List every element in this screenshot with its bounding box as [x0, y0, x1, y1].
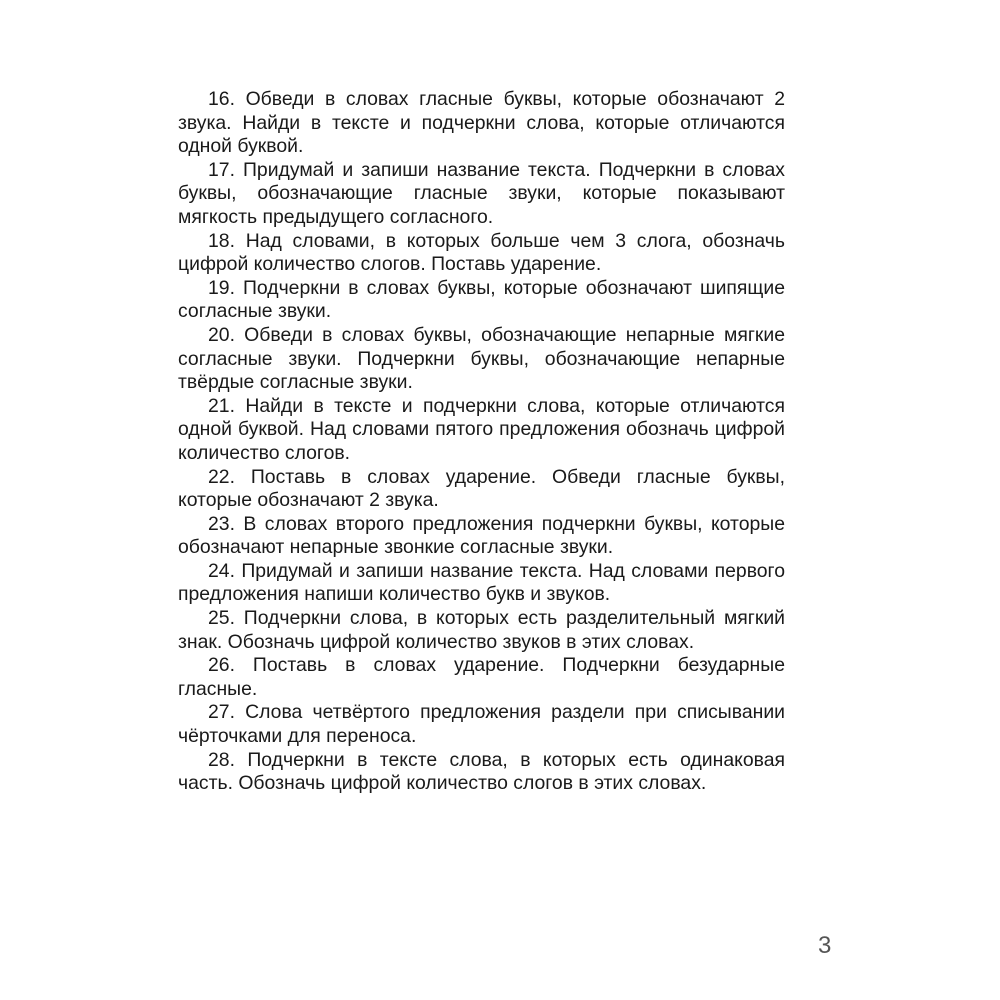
exercise-24: 24. Придумай и запиши название текста. Над словами первого предложения напиши количество букв и звуков. [178, 559, 785, 606]
exercise-23: 23. В словах второго предложения подчеркни буквы, которые обозначают непарные звонкие согласные звуки. [178, 512, 785, 559]
exercise-19: 19. Подчеркни в словах буквы, которые обозначают шипящие согласные звуки. [178, 276, 785, 323]
exercise-16: 16. Обведи в словах гласные буквы, которые обозначают 2 звука. Найди в тексте и подчеркни слова, которые отличаются одной буквой. [178, 88, 785, 158]
exercise-22: 22. Поставь в словах ударение. Обведи гласные буквы, которые обозначают 2 звука. [178, 465, 785, 512]
exercise-21: 21. Найди в тексте и подчеркни слова, которые отличаются одной буквой. Над словами пятого предложения обозначь цифрой количество слогов. [178, 394, 785, 464]
exercise-26: 26. Поставь в словах ударение. Подчеркни безударные гласные. [178, 654, 785, 700]
exercise-25: 25. Подчеркни слова, в которых есть разделительный мягкий знак. Обозначь цифрой количество звуков в этих словах. [178, 607, 785, 653]
exercise-17: 17. Придумай и запиши название текста. Подчеркни в словах буквы, обозначающие гласные звуки, которые показывают мягкость предыдущего согласного. [178, 158, 785, 228]
exercise-list [178, 88, 785, 796]
exercise-18: 18. Над словами, в которых больше чем 3 слога, обозначь цифрой количество слогов. Поставь ударение. [178, 229, 785, 276]
exercise-28: 28. Подчеркни в тексте слова, в которых есть одинаковая часть. Обозначь цифрой количество слогов в этих словах. [178, 748, 785, 795]
exercise-20: 20. Обведи в словах буквы, обозначающие непарные мягкие согласные звуки. Подчеркни буквы, обозначающие непарные твёрдые согласные звуки. [178, 323, 785, 394]
exercise-27: 27. Слова четвёртого предложения раздели при списывании чёрточками для переноса. [178, 701, 785, 748]
page-number: 3 [818, 932, 832, 959]
